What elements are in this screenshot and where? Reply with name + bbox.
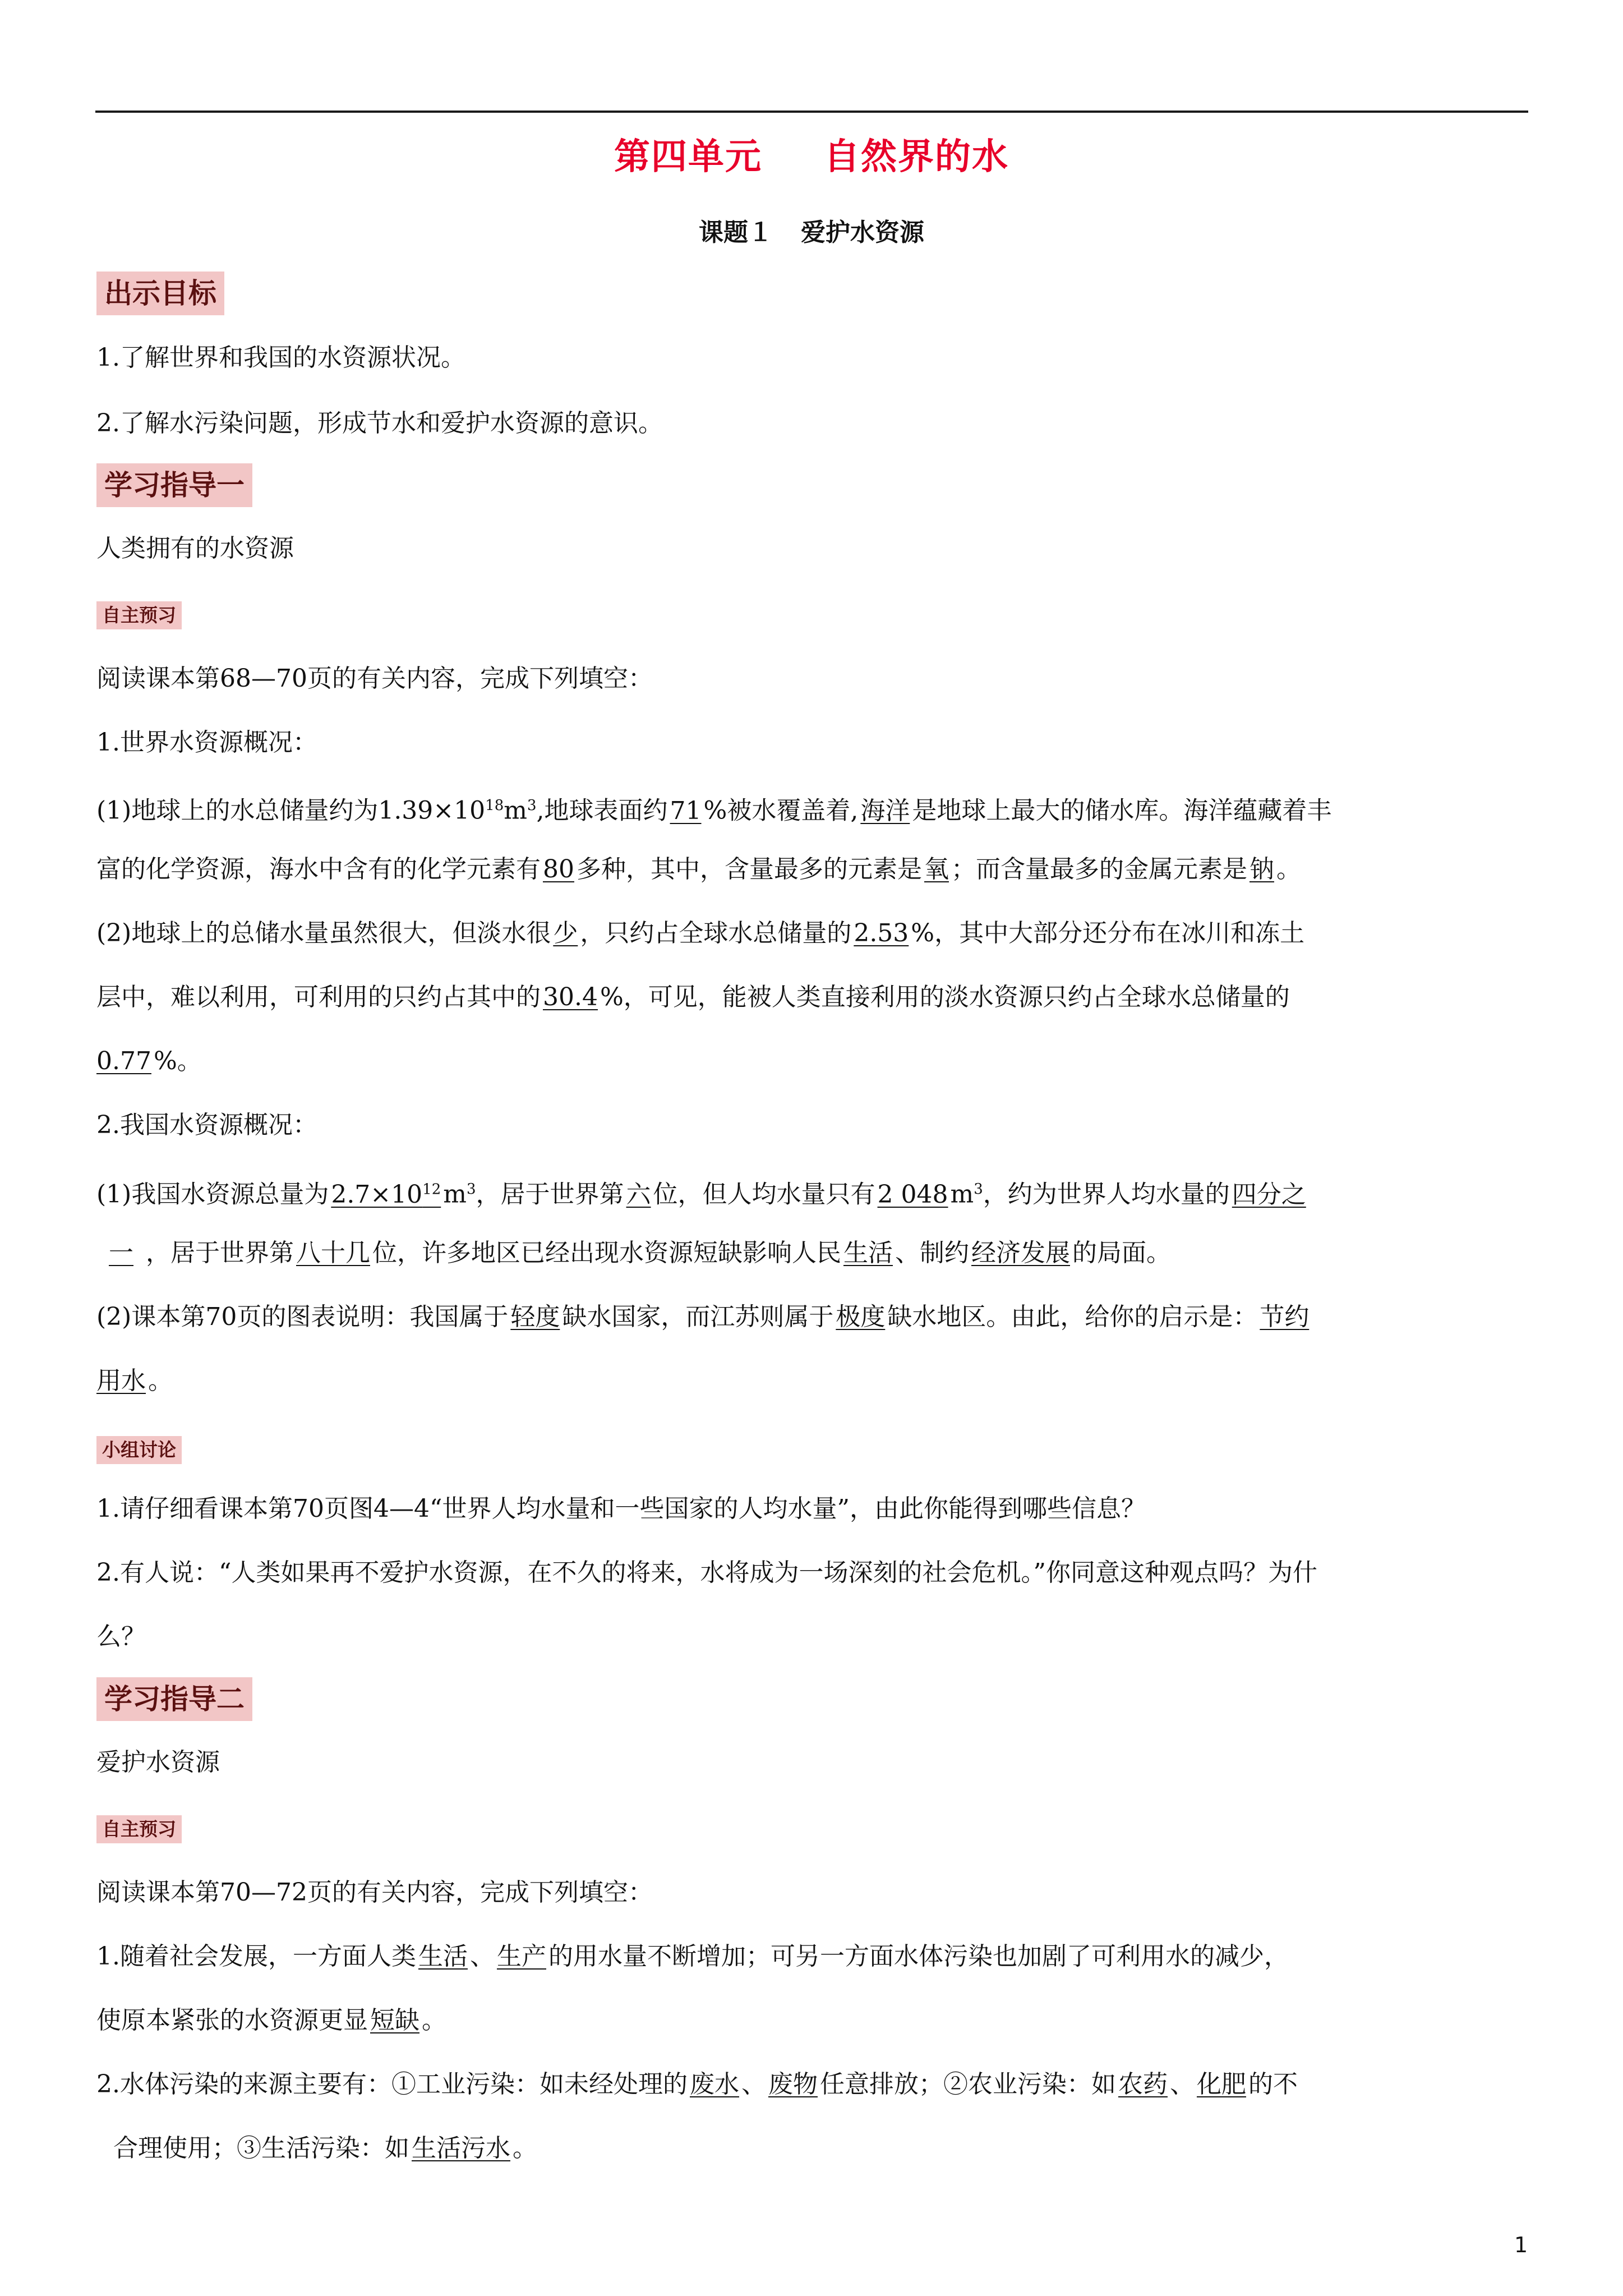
blank-answer: 用水: [96, 1366, 146, 1395]
discussion-question: 1.请仔细看课本第70页图4—4“世界人均水量和一些国家的人均水量”，由此你能得到哪些信息？: [96, 1494, 1146, 1523]
blank-answer: 氧: [924, 855, 949, 884]
blank-answer: 2.53: [854, 919, 909, 947]
guide2-topic: 爱护水资源: [96, 1748, 220, 1777]
blank-answer: 80: [543, 855, 574, 884]
blank-answer: 生活: [843, 1239, 893, 1267]
freshwater-para-line1: (2)地球上的总储水量虽然很大，但淡水很少，只约占全球水总储量的2.53%，其中大部分还分布在冰川和冻土: [96, 919, 1305, 947]
pollution-para-line2: 合理使用；③生活污染：如生活污水。: [113, 2134, 537, 2162]
blank-answer: 短缺: [370, 2006, 419, 2035]
blank-answer: 钠: [1249, 855, 1274, 884]
china-water-para-line1: (1)我国水资源总量为$2.7\times 10^{12}m^3$，居于世界第六位，但人均水量只有2 $048m^3$，约为世界人均水量的四分之: [96, 1174, 1529, 1211]
discussion-tag: 小组讨论: [96, 1436, 182, 1464]
blank-answer: $2.7\times 10^{12}$: [331, 1180, 441, 1209]
lesson-name: 爱护水资源: [801, 218, 924, 247]
discussion-question-cont: 么？: [96, 1622, 146, 1651]
blank-answer: 节约: [1260, 1303, 1310, 1331]
guide2-preview-tag: 自主预习: [96, 1815, 182, 1843]
goal-item: 1.了解世界和我国的水资源状况。: [96, 343, 465, 372]
freshwater-para-line2: 层中，难以利用，可利用的只约占其中的30.4%，可见，能被人类直接利用的淡水资源只约占全球水总储量的: [96, 983, 1290, 1011]
blank-answer: 轻度: [510, 1303, 560, 1331]
blank-answer: 0.77: [96, 1047, 151, 1075]
guide2-banner: 学习指导二: [96, 1677, 252, 1721]
blank-answer: 八十几: [296, 1239, 370, 1267]
china-water-para-line2: 一 ，居于世界第八十几位，许多地区已经出现水资源短缺影响人民生活、制约经济发展的局面。: [96, 1237, 1529, 1269]
blank-answer: 2 048: [877, 1180, 948, 1209]
top-rule: [95, 111, 1528, 113]
chart-note-para-line1: (2)课本第70页的图表说明：我国属于轻度缺水国家，而江苏则属于极度缺水地区。由此，给你的启示是：节约: [96, 1301, 1529, 1333]
blank-answer: 经济发展: [971, 1239, 1070, 1267]
page-title: [0, 128, 1623, 180]
blank-answer: 六: [626, 1180, 651, 1209]
blank-answer: 废物: [768, 2070, 818, 2099]
usage-para-line2: 使原本紧张的水资源更显短缺。: [96, 2006, 446, 2035]
blank-answer: 四分之: [1232, 1180, 1306, 1209]
blank-answer: 少: [553, 919, 578, 947]
blank-answer: 化肥: [1196, 2070, 1246, 2099]
blank-answer: 废水: [689, 2070, 739, 2099]
guide1-heading-world: 1.世界水资源概况：: [96, 728, 317, 757]
guide1-topic: 人类拥有的水资源: [96, 534, 294, 563]
pollution-para-line1: 2.水体污染的来源主要有：①工业污染：如未经处理的废水、废物任意排放；②农业污染：如农药、化肥的不: [96, 2070, 1298, 2099]
blank-answer: 30.4: [543, 983, 598, 1011]
guide1-preview-tag: 自主预习: [96, 601, 182, 629]
blank-answer: 农药: [1118, 2070, 1168, 2099]
lesson-title: [0, 212, 1623, 248]
goal-item: 2.了解水污染问题，形成节水和爱护水资源的意识。: [96, 409, 663, 438]
blank-answer: 生活: [418, 1942, 468, 1971]
freshwater-para-line3: 0.77%。: [96, 1047, 202, 1075]
page-number: 1: [1514, 2233, 1528, 2257]
guide1-banner: 学习指导一: [96, 463, 252, 507]
chart-note-para-line2: 用水。: [96, 1366, 173, 1395]
guide1-intro: 阅读课本第68—70页的有关内容，完成下列填空：: [96, 664, 653, 693]
world-water-para-line2: 富的化学资源，海水中含有的化学元素有80多种，其中，含量最多的元素是氧；而含量最多的金属元素是钠。: [96, 855, 1301, 884]
guide2-intro: 阅读课本第70—72页的有关内容，完成下列填空：: [96, 1878, 653, 1907]
usage-para-line1: 1.随着社会发展，一方面人类生活、生产的用水量不断增加；可另一方面水体污染也加剧了可利用水的减少，: [96, 1942, 1289, 1971]
lesson-number: 课题１: [699, 218, 773, 247]
blank-answer: 极度: [836, 1303, 886, 1331]
unit-topic: 自然界的水: [824, 136, 1009, 178]
guide1-heading-china: 2.我国水资源概况：: [96, 1111, 317, 1139]
discussion-question: 2.有人说：“人类如果再不爱护水资源，在不久的将来，水将成为一场深刻的社会危机。”你同意这种观点吗？为什: [96, 1558, 1317, 1587]
blank-answer: 生活污水: [412, 2134, 510, 2162]
unit-label: 第四单元: [614, 136, 762, 178]
blank-answer: 一: [109, 1239, 133, 1267]
world-water-para-line1: (1)地球上的水总储量约为$1.39\times 10^{18}m^3$,地球表面约71%被水覆盖着,海洋是地球上最大的储水库。海洋蕴藏着丰: [96, 796, 1332, 825]
blank-answer: 海洋: [860, 796, 910, 825]
blank-answer: 71: [670, 796, 702, 825]
goals-banner: 出示目标: [96, 272, 224, 315]
blank-answer: 生产: [496, 1942, 546, 1971]
